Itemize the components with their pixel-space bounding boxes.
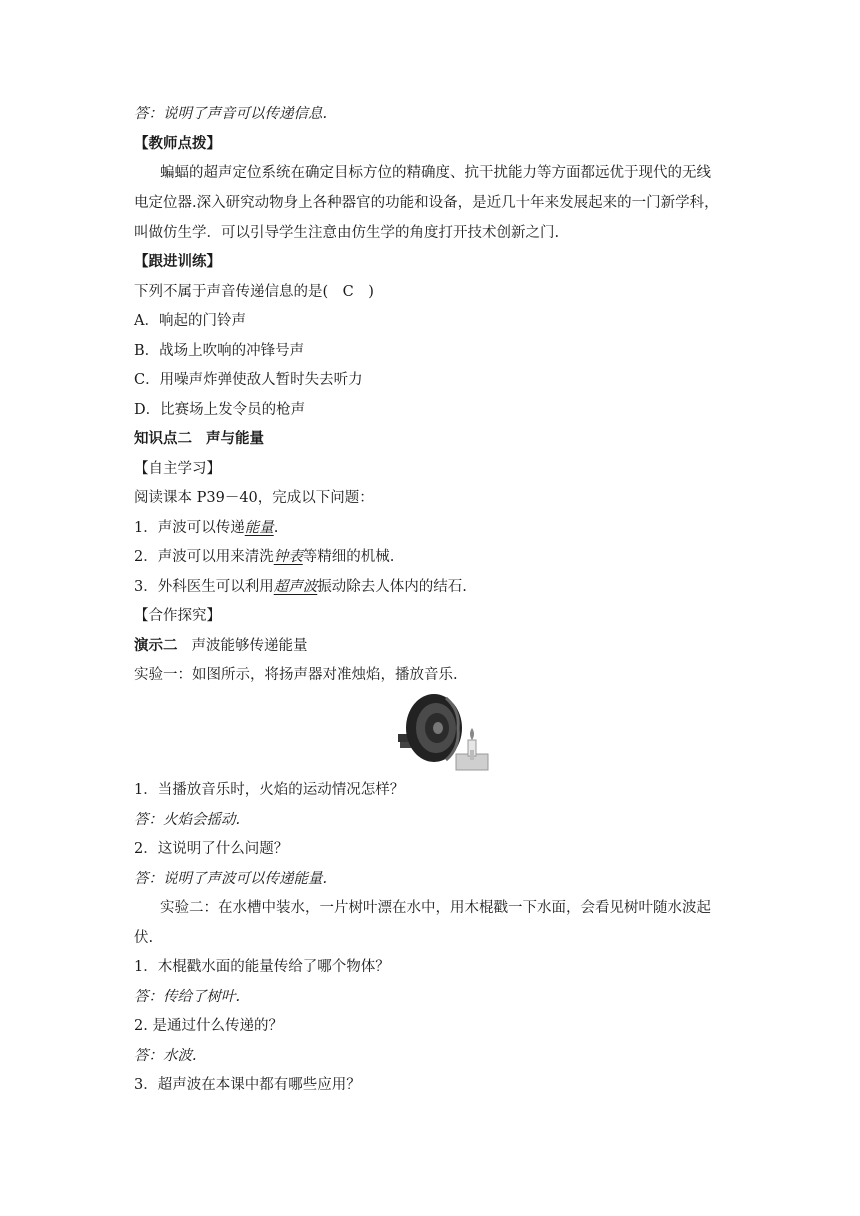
question-stem: 下列不属于声音传递信息的是( C ) [134,284,374,300]
option-c: C．用噪声炸弹使敌人暂时失去听力 [134,372,363,388]
paragraph-line: 伏. [134,930,154,946]
experiment-one-description: 实验一：如图所示，将扬声器对准烛焰，播放音乐. [134,667,458,683]
option-d: D．比赛场上发令员的枪声 [134,402,306,418]
section-heading-self-study: 【自主学习】 [134,461,221,477]
knowledge-point-heading [134,429,264,449]
question-line: 1．木棍戳水面的能量传给了哪个物体？ [134,959,390,975]
question-line: 1．当播放音乐时，火焰的运动情况怎样？ [134,782,405,798]
answer-line: 答：说明了声音可以传递信息. [134,106,328,122]
question-line: 2．这说明了什么问题？ [134,841,289,857]
reading-instruction: 阅读课本 P39－40，完成以下问题： [134,490,374,506]
section-heading-cooperative-inquiry: 【合作探究】 [134,608,221,624]
paragraph-line: 蝙蝠的超声定位系统在确定目标方位的精确度、抗干扰能力等方面都远优于现代的无线 [160,165,711,181]
fill-answer: 超声波 [273,579,318,595]
speaker-candle-illustration [398,690,494,774]
option-b: B．战场上吹响的冲锋号声 [134,343,305,359]
demo-number: 演示二 [134,637,178,654]
fill-answer: 钟表 [273,549,303,565]
section-heading-follow-up: 【跟进训练】 [134,253,221,270]
question-line: 3．超声波在本课中都有哪些应用？ [134,1077,361,1093]
knowledge-point-number: 知识点二 [134,430,192,447]
experiment-two-description: 实验二：在水槽中装水，一片树叶漂在水中，用木棍戳一下水面，会看见树叶随水波起 [160,900,711,916]
fill-item-1: 1．声波可以传递能量. [134,520,279,536]
flame-icon [470,728,474,740]
fill-answer: 能量 [244,520,274,536]
answer-line: 答：水波. [134,1048,197,1064]
paragraph-line: 叫做仿生学．可以引导学生注意由仿生学的角度打开技术创新之门. [134,225,560,241]
demo-title: 声波能够传递能量 [191,638,308,654]
question-line: 2. 是通过什么传递的？ [134,1018,283,1034]
section-heading-teacher-tips: 【教师点拨】 [134,135,221,152]
demo-heading [134,636,308,656]
answer-line: 答：火焰会摇动. [134,812,241,828]
fill-item-3: 3．外科医生可以利用超声波振动除去人体内的结石. [134,579,467,595]
paragraph-line: 电定位器.深入研究动物身上各种器官的功能和设备，是近几十年来发展起来的一门新学科， [134,195,719,211]
answer-line: 答：传给了树叶. [134,989,241,1005]
fill-item-2: 2．声波可以用来清洗钟表等精细的机械. [134,549,395,565]
answer-line: 答：说明了声波可以传递能量. [134,871,328,887]
knowledge-point-title: 声与能量 [206,430,264,447]
option-a: A．响起的门铃声 [134,313,246,329]
